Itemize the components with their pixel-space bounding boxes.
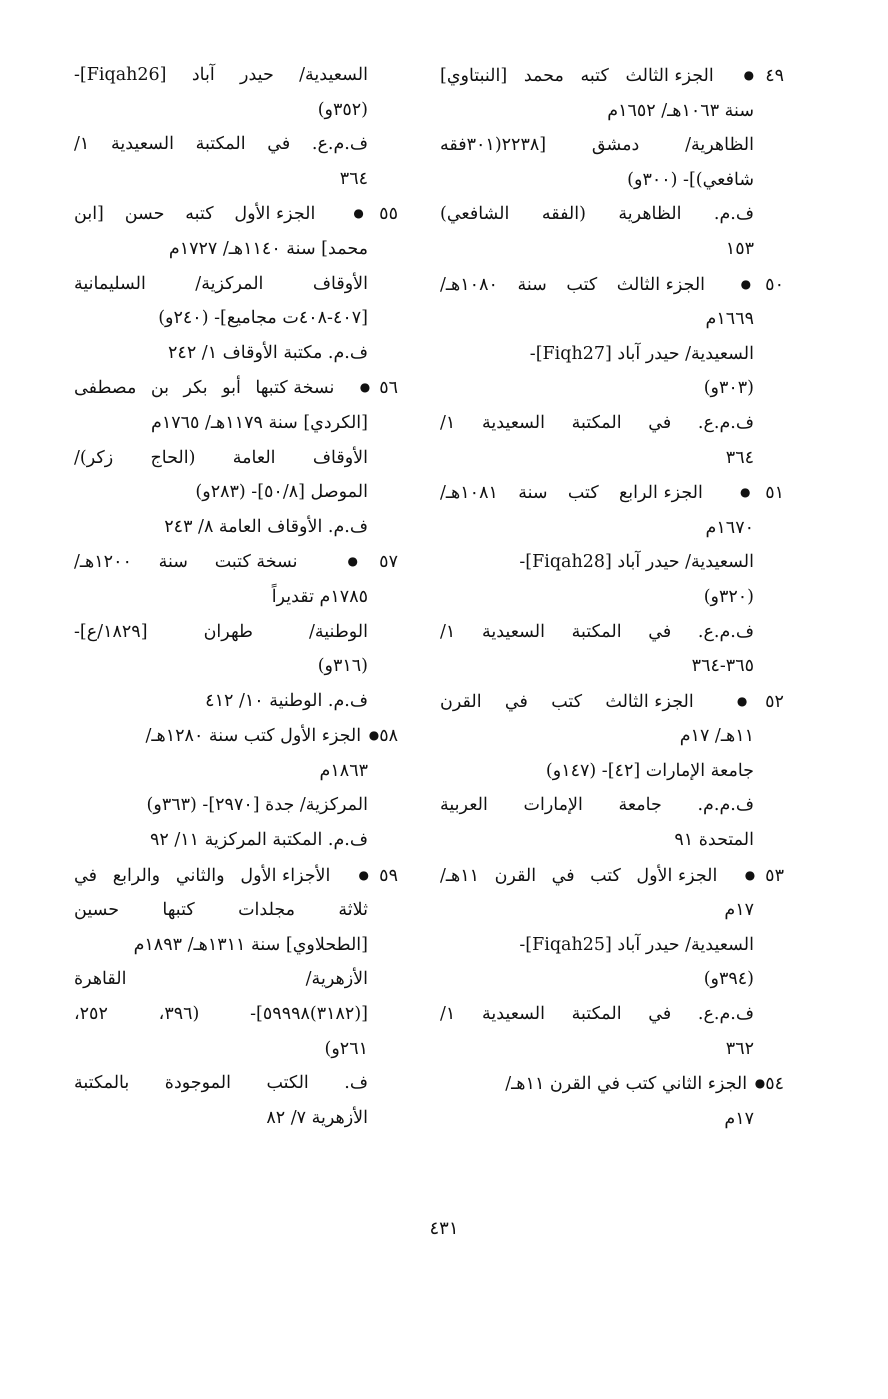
entry-line: الأزهرية ٧/ ٨٢ xyxy=(266,1107,368,1128)
entry-line: ف.م. الظاهرية (الفقه الشافعي) xyxy=(440,204,754,225)
entry-line: ٣٦٤ xyxy=(725,447,754,468)
entry-line: محمد] سنة ١١٤٠هـ/ ١٧٢٧م xyxy=(168,238,368,259)
entry-line: [الطحلاوي] سنة ١٣١١هـ/ ١٨٩٣م xyxy=(133,934,368,955)
entry-line: ١٦٦٩م xyxy=(705,309,754,330)
entry-line: السعيدية/ حيدر آباد [Fiqah28]- xyxy=(519,552,754,573)
bullet-icon: ● xyxy=(326,554,380,569)
catalog-entry xyxy=(440,1066,784,1136)
bullet-icon: ● xyxy=(725,485,766,500)
entry-number: ٥٤ xyxy=(765,1074,784,1095)
entry-line: ١٧م xyxy=(724,1108,754,1129)
entry-line: الأوقاف العامة (الحاج زكر)/ xyxy=(74,447,368,468)
entry-line: نسخة كتبت سنة ١٢٠٠هـ/ xyxy=(74,552,298,573)
entry-line: ١٨٦٣م xyxy=(319,760,368,781)
entry-number: ٤٩ xyxy=(765,66,784,86)
entry-line: ف.م. مكتبة الأوقاف ١/ ٢٤٢ xyxy=(168,342,368,363)
entry-line: الموصل [٥٠/٨]- (٢٨٣و) xyxy=(195,482,368,503)
catalog-entry xyxy=(74,858,398,1136)
catalog-entry xyxy=(440,267,784,476)
entry-number: ٥٣ xyxy=(765,865,784,886)
right-column xyxy=(440,58,784,1136)
bullet-icon: ● xyxy=(726,276,766,291)
entry-line: [٤٠٧-٤٠٨ت مجاميع]- (٢٤٠و) xyxy=(158,308,368,329)
entry-line: الجزء الأول كتب في القرن ١١هـ/ xyxy=(440,865,718,886)
entry-line: الجزء الثالث كتبه محمد [النبتاوي] xyxy=(440,66,714,86)
entry-line: الأزهرية/ القاهرة xyxy=(74,969,368,990)
entry-number: ٥٨ xyxy=(379,726,398,747)
bullet-icon: ● xyxy=(348,867,380,882)
entry-line: جامعة الإمارات [٤٢]- (١٤٧و) xyxy=(545,760,754,781)
entry-line: الظاهرية/ دمشق [٢٢٣٨(٣٠١فقه xyxy=(440,135,754,156)
entry-line: شافعي)]- (٣٠٠و) xyxy=(627,169,754,190)
entry-line: السعيدية/ حيدر آباد [Fiqah25]- xyxy=(519,934,754,955)
entry-line: (٣٠٣و) xyxy=(703,378,754,399)
catalog-entry xyxy=(74,58,398,196)
entry-line: ١١هـ/ ١٧م xyxy=(679,726,754,747)
entry-line: ف.م.ع. في المكتبة السعيدية ١/ xyxy=(440,1004,754,1025)
catalog-entry xyxy=(74,718,398,857)
catalog-entry xyxy=(440,684,784,858)
entry-line: (٣٢٠و) xyxy=(703,586,754,607)
left-column xyxy=(74,58,398,1135)
entry-line: ثلاثة مجلدات كتبها حسين xyxy=(74,900,368,921)
entry-line: ١٧٨٥م تقديراً xyxy=(271,586,368,607)
page-number: ٤٣١ xyxy=(429,1218,459,1239)
entry-line: نسخة كتبها أبو بكر بن مصطفى xyxy=(74,378,335,399)
entry-line: الجزء الأول كتب سنة ١٢٨٠هـ/ xyxy=(145,726,362,747)
entry-line: ٣٦٤ xyxy=(339,168,368,189)
entry-line: ف.م. المكتبة المركزية ١١/ ٩٢ xyxy=(149,830,368,851)
entry-line: ف.م.ع. في المكتبة السعيدية ١/ xyxy=(440,412,754,433)
catalog-entry xyxy=(74,196,398,370)
entry-line: الجزء الأول كتبه حسن [ابن xyxy=(74,204,316,225)
entry-line: السعيدية/ حيدر آباد [Fiqah26]- xyxy=(74,65,368,85)
entry-line: الأجزاء الأول والثاني والرابع في xyxy=(74,865,331,886)
entry-number: ٥٩ xyxy=(379,865,398,886)
entry-line: ف. الكتب الموجودة بالمكتبة xyxy=(74,1073,368,1094)
entry-line: الجزء الثالث كتب في القرن xyxy=(440,691,694,712)
entry-number: ٥٧ xyxy=(379,552,398,573)
entry-line: ٣٦٢ xyxy=(725,1038,754,1059)
entry-number: ٥٥ xyxy=(379,204,398,225)
entry-line: ف.م.ع. في المكتبة السعيدية ١/ xyxy=(440,621,754,642)
entry-line: ف.م.م. جامعة الإمارات العربية xyxy=(440,795,754,816)
catalog-entry xyxy=(440,858,784,1067)
entry-line: ١٧م xyxy=(724,900,754,921)
bullet-icon: ● xyxy=(350,380,380,395)
entry-line: (٣٩٤و) xyxy=(703,969,754,990)
entry-number: ٥٦ xyxy=(379,378,398,399)
bullet-icon: ● xyxy=(338,206,380,221)
entry-line: الأوقاف المركزية/ السليمانية xyxy=(74,273,368,294)
entry-line: ٢٦١و) xyxy=(324,1038,368,1059)
bullet-icon: ● xyxy=(754,1076,766,1091)
entry-line: سنة ١٠٦٣هـ/ ١٦٥٢م xyxy=(607,100,754,121)
entry-line: (٣٥٢و) xyxy=(317,99,368,120)
entry-line: المركزية/ جدة [٢٩٧٠]- (٣٦٣و) xyxy=(146,795,368,816)
bullet-icon: ● xyxy=(732,68,766,82)
catalog-entry xyxy=(440,58,784,267)
entry-line: [الكردي] سنة ١١٧٩هـ/ ١٧٦٥م xyxy=(150,412,368,433)
entry-line: الجزء الثالث كتب سنة ١٠٨٠هـ/ xyxy=(440,274,706,295)
entry-number: ٥٢ xyxy=(765,691,784,712)
entry-line: السعيدية/ حيدر آباد [Fiqh27]- xyxy=(529,343,754,364)
entry-line: (٣١٦و) xyxy=(317,656,368,677)
entry-line: الجزء الثاني كتب في القرن ١١هـ/ xyxy=(505,1074,748,1095)
entry-line: ٣٦٥-٣٦٤ xyxy=(691,656,754,677)
entry-number: ٥١ xyxy=(765,483,784,504)
entry-line: ف.م. الوطنية ١٠/ ٤١٢ xyxy=(205,690,368,711)
bullet-icon: ● xyxy=(719,693,766,708)
bullet-icon: ● xyxy=(734,867,766,882)
catalog-entry xyxy=(74,544,398,718)
catalog-entry xyxy=(440,475,784,684)
entry-line: ف.م. الأوقاف العامة ٨/ ٢٤٣ xyxy=(164,516,368,537)
entry-number: ٥٠ xyxy=(765,274,784,295)
entry-line: الجزء الرابع كتب سنة ١٠٨١هـ/ xyxy=(440,483,703,504)
entry-line: ١٥٣ xyxy=(725,238,754,259)
catalog-entry xyxy=(74,370,398,544)
entry-line: [(٣١٨٢)٥٩٩٩٨]- (٣٩٦، ٢٥٢، xyxy=(74,1004,368,1025)
entry-line: الوطنية/ طهران [١٨٢٩/ع]- xyxy=(74,621,368,642)
entry-line: المتحدة ٩١ xyxy=(674,830,754,851)
entry-line: ١٦٧٠م xyxy=(705,517,754,538)
entry-line: ف.م.ع. في المكتبة السعيدية ١/ xyxy=(74,134,368,155)
bullet-icon: ● xyxy=(368,728,380,743)
